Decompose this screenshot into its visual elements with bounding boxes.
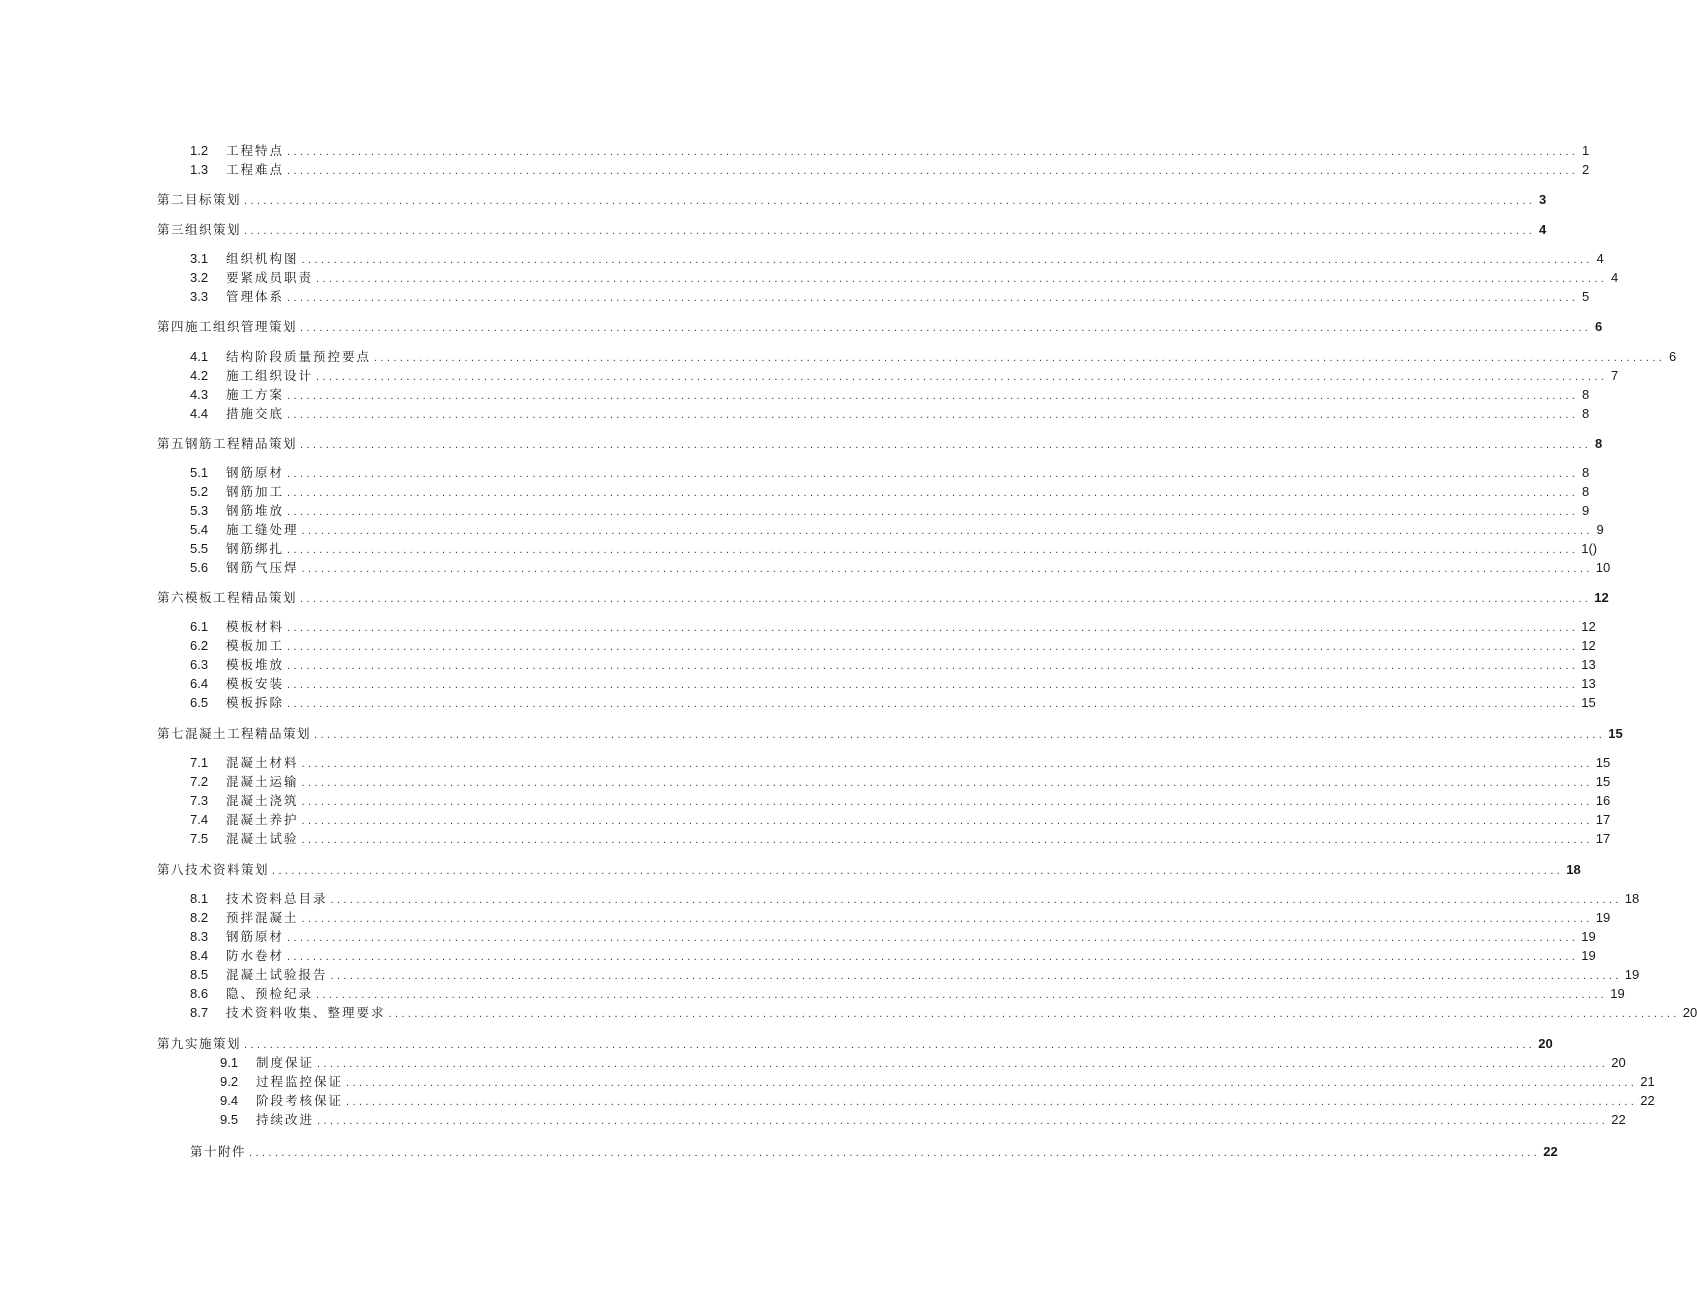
toc-section-number: 1.3: [190, 162, 209, 177]
toc-section-number: 9.1: [220, 1055, 239, 1070]
toc-chapter-entry[interactable]: [157, 317, 1603, 337]
toc-dot-leader: ........................................................................................................................................................................................................: [301, 563, 1593, 575]
toc-section-entry[interactable]: [190, 674, 1596, 694]
toc-chapter-entry[interactable]: [157, 588, 1609, 608]
toc-dot-leader: ........................................................................................................................................................................................................: [287, 468, 1579, 480]
toc-page-number: 15: [1595, 774, 1611, 789]
toc-dot-leader: ........................................................................................................................................................................................................: [330, 894, 1622, 906]
toc-dot-leader: ........................................................................................................................................................................................................: [301, 796, 1593, 808]
toc-page-number: 8: [1582, 484, 1590, 499]
toc-entry-title: 第四施工组织管理策划: [157, 319, 298, 334]
toc-page-number: 2: [1582, 162, 1590, 177]
toc-page-number: 18: [1566, 862, 1581, 877]
toc-dot-leader: ........................................................................................................................................................................................................: [287, 679, 1579, 691]
toc-entry-title: 第九实施策划: [157, 1036, 242, 1051]
toc-section-entry[interactable]: [190, 520, 1604, 540]
toc-section-entry[interactable]: [190, 946, 1596, 966]
toc-section-number: 3.1: [190, 251, 209, 266]
toc-section-entry[interactable]: [190, 753, 1611, 773]
toc-section-entry[interactable]: [190, 636, 1596, 656]
toc-dot-leader: ........................................................................................................................................................................................................: [244, 195, 1536, 207]
toc-page-number: 13: [1581, 657, 1596, 672]
toc-entry-title: 防水卷材: [226, 948, 285, 963]
toc-dot-leader: ........................................................................................................................................................................................................: [317, 1115, 1609, 1127]
toc-entry-title: 预拌混凝土: [226, 910, 299, 925]
toc-page-number: 15: [1581, 695, 1596, 710]
toc-entry-title: 施工方案: [226, 387, 285, 402]
toc-section-entry[interactable]: [190, 463, 1590, 483]
toc-section-number: 7.4: [190, 812, 209, 827]
toc-entry-title: 工程特点: [226, 143, 285, 158]
toc-page-number: 1: [1582, 143, 1590, 158]
toc-section-number: 8.6: [190, 986, 209, 1001]
toc-entry-title: 第二目标策划: [157, 192, 242, 207]
toc-chapter-entry[interactable]: [157, 220, 1547, 240]
toc-section-entry[interactable]: [190, 655, 1596, 675]
toc-page-number: 9: [1582, 503, 1590, 518]
toc-dot-leader: ........................................................................................................................................................................................................: [287, 622, 1579, 634]
toc-section-entry[interactable]: [220, 1053, 1626, 1073]
toc-section-number: 6.1: [190, 619, 209, 634]
toc-page-number: 10: [1595, 560, 1611, 575]
toc-page-number: 12: [1581, 638, 1596, 653]
toc-section-number: 5.2: [190, 484, 209, 499]
toc-page-number: 6: [1595, 319, 1603, 334]
toc-page-number: 17: [1595, 812, 1611, 827]
toc-section-number: 8.3: [190, 929, 209, 944]
toc-section-entry[interactable]: [190, 347, 1677, 367]
toc-section-number: 1.2: [190, 143, 209, 158]
toc-section-entry[interactable]: [190, 984, 1625, 1004]
toc-dot-leader: ........................................................................................................................................................................................................: [317, 1058, 1609, 1070]
toc-section-entry[interactable]: [190, 385, 1590, 405]
toc-section-number: 6.3: [190, 657, 209, 672]
toc-section-number: 5.6: [190, 560, 209, 575]
toc-page-number: 7: [1611, 368, 1619, 383]
toc-entry-title: 混凝土试验: [226, 831, 299, 846]
toc-chapter-entry[interactable]: [157, 724, 1623, 744]
toc-entry-title: 管理体系: [226, 289, 285, 304]
toc-dot-leader: ........................................................................................................................................................................................................: [330, 970, 1622, 982]
toc-entry-title: 混凝土养护: [226, 812, 299, 827]
toc-page-number: 6: [1669, 349, 1677, 364]
toc-page-number: 13: [1581, 676, 1596, 691]
toc-dot-leader: ........................................................................................................................................................................................................: [287, 390, 1579, 402]
toc-entry-title: 要紧成员职责: [226, 270, 314, 285]
toc-section-entry[interactable]: [190, 160, 1590, 180]
toc-entry-title: 隐、预检纪录: [226, 986, 314, 1001]
toc-entry-title: 模板加工: [226, 638, 285, 653]
toc-dot-leader: ........................................................................................................................................................................................................: [272, 865, 1564, 877]
toc-entry-title: 模板安装: [226, 676, 285, 691]
toc-page-number: 20: [1611, 1055, 1626, 1070]
toc-dot-leader: ........................................................................................................................................................................................................: [287, 951, 1579, 963]
toc-dot-leader: ........................................................................................................................................................................................................: [314, 729, 1606, 741]
toc-entry-title: 第八技术资料策划: [157, 862, 270, 877]
toc-entry-title: 施工组织设计: [226, 368, 314, 383]
toc-dot-leader: ........................................................................................................................................................................................................: [301, 758, 1593, 770]
toc-entry-title: 技术资料收集、整理要求: [226, 1005, 386, 1020]
toc-page-number: 5: [1582, 289, 1590, 304]
toc-dot-leader: ........................................................................................................................................................................................................: [244, 225, 1536, 237]
toc-entry-title: 钢筋绑扎: [226, 541, 285, 556]
toc-section-entry[interactable]: [190, 268, 1619, 288]
toc-section-entry[interactable]: [190, 693, 1596, 713]
toc-dot-leader: ........................................................................................................................................................................................................: [287, 292, 1579, 304]
toc-section-number: 8.2: [190, 910, 209, 925]
toc-dot-leader: ........................................................................................................................................................................................................: [374, 352, 1666, 364]
toc-section-entry[interactable]: [190, 539, 1598, 559]
toc-dot-leader: ........................................................................................................................................................................................................: [287, 698, 1579, 710]
toc-entry-title: 组织机构图: [226, 251, 299, 266]
toc-page-number: 21: [1640, 1074, 1655, 1089]
toc-entry-title: 制度保证: [256, 1055, 315, 1070]
toc-dot-leader: ........................................................................................................................................................................................................: [287, 409, 1579, 421]
toc-entry-title: 钢筋堆放: [226, 503, 285, 518]
toc-entry-title: 施工缝处理: [226, 522, 299, 537]
toc-section-entry[interactable]: [190, 141, 1590, 161]
toc-section-entry[interactable]: [220, 1091, 1655, 1111]
toc-dot-leader: ........................................................................................................................................................................................................: [287, 165, 1579, 177]
toc-section-number: 4.2: [190, 368, 209, 383]
toc-section-entry[interactable]: [190, 558, 1611, 578]
toc-page-number: 17: [1595, 831, 1611, 846]
toc-dot-leader: ........................................................................................................................................................................................................: [300, 322, 1592, 334]
toc-section-number: 5.3: [190, 503, 209, 518]
toc-section-entry[interactable]: [190, 927, 1596, 947]
toc-section-number: 4.1: [190, 349, 209, 364]
toc-chapter-entry[interactable]: [157, 434, 1603, 454]
toc-dot-leader: ........................................................................................................................................................................................................: [301, 254, 1593, 266]
toc-page-number: 8: [1582, 465, 1590, 480]
toc-entry-title: 模板材料: [226, 619, 285, 634]
toc-dot-leader: ........................................................................................................................................................................................................: [301, 777, 1593, 789]
toc-section-number: 7.3: [190, 793, 209, 808]
toc-entry-title: 钢筋原材: [226, 465, 285, 480]
toc-page-number: 3: [1539, 192, 1547, 207]
toc-section-number: 8.1: [190, 891, 209, 906]
toc-entry-title: 阶段考核保证: [256, 1093, 344, 1108]
toc-page-number: 22: [1640, 1093, 1655, 1108]
toc-entry-title: 措施交底: [226, 406, 285, 421]
toc-dot-leader: ........................................................................................................................................................................................................: [287, 506, 1579, 518]
toc-section-entry[interactable]: [190, 772, 1611, 792]
toc-page-number: 19: [1595, 910, 1611, 925]
toc-page-number: 15: [1608, 726, 1623, 741]
toc-dot-leader: ........................................................................................................................................................................................................: [300, 593, 1592, 605]
toc-section-entry[interactable]: [190, 1003, 1697, 1023]
toc-section-entry[interactable]: [190, 617, 1596, 637]
toc-section-entry[interactable]: [190, 810, 1611, 830]
toc-dot-leader: ........................................................................................................................................................................................................: [301, 834, 1593, 846]
toc-page-number: 18: [1624, 891, 1640, 906]
toc-page-number: 19: [1581, 929, 1596, 944]
toc-section-entry[interactable]: [190, 287, 1590, 307]
toc-page-number: 4: [1596, 251, 1604, 266]
toc-page-number: 8: [1595, 436, 1603, 451]
toc-dot-leader: ........................................................................................................................................................................................................: [346, 1096, 1638, 1108]
toc-section-number: 5.1: [190, 465, 209, 480]
toc-section-number: 3.3: [190, 289, 209, 304]
toc-page-number: 8: [1582, 387, 1590, 402]
toc-dot-leader: ........................................................................................................................................................................................................: [301, 815, 1593, 827]
toc-section-entry[interactable]: [190, 908, 1611, 928]
toc-dot-leader: ........................................................................................................................................................................................................: [244, 1039, 1536, 1051]
toc-section-number: 3.2: [190, 270, 209, 285]
toc-dot-leader: ........................................................................................................................................................................................................: [316, 371, 1608, 383]
toc-entry-title: 第三组织策划: [157, 222, 242, 237]
toc-dot-leader: ........................................................................................................................................................................................................: [287, 641, 1579, 653]
toc-section-number: 7.5: [190, 831, 209, 846]
toc-section-number: 4.4: [190, 406, 209, 421]
toc-section-number: 9.4: [220, 1093, 239, 1108]
toc-page-number: 20: [1538, 1036, 1553, 1051]
toc-entry-title: 钢筋原材: [226, 929, 285, 944]
toc-page-number: 22: [1543, 1144, 1558, 1159]
toc-section-number: 8.4: [190, 948, 209, 963]
toc-entry-title: 工程难点: [226, 162, 285, 177]
toc-page-number: 12: [1594, 590, 1609, 605]
toc-entry-title: 模板堆放: [226, 657, 285, 672]
toc-dot-leader: ........................................................................................................................................................................................................: [287, 487, 1579, 499]
toc-dot-leader: ........................................................................................................................................................................................................: [301, 525, 1593, 537]
toc-page-number: 9: [1596, 522, 1604, 537]
toc-entry-title: 模板拆除: [226, 695, 285, 710]
toc-entry-title: 第六模板工程精品策划: [157, 590, 298, 605]
toc-section-entry[interactable]: [190, 965, 1640, 985]
toc-entry-title: 混凝土浇筑: [226, 793, 299, 808]
toc-page-number: 4: [1611, 270, 1619, 285]
toc-page-number: 16: [1595, 793, 1611, 808]
toc-section-entry[interactable]: [190, 482, 1590, 502]
toc-section-number: 7.1: [190, 755, 209, 770]
toc-entry-title: 钢筋气压焊: [226, 560, 299, 575]
toc-entry-title: 第七混凝土工程精品策划: [157, 726, 312, 741]
toc-dot-leader: ........................................................................................................................................................................................................: [301, 913, 1593, 925]
toc-section-entry[interactable]: [190, 366, 1619, 386]
toc-section-entry[interactable]: [220, 1110, 1626, 1130]
toc-section-entry[interactable]: [190, 889, 1640, 909]
toc-page-number: 22: [1611, 1112, 1626, 1127]
toc-entry-title: 混凝土运输: [226, 774, 299, 789]
toc-section-entry[interactable]: [190, 249, 1604, 269]
toc-section-number: 4.3: [190, 387, 209, 402]
toc-page-number: 12: [1581, 619, 1596, 634]
toc-section-entry[interactable]: [190, 829, 1611, 849]
toc-dot-leader: ........................................................................................................................................................................................................: [287, 544, 1579, 556]
toc-section-number: 6.4: [190, 676, 209, 691]
toc-section-entry[interactable]: [190, 501, 1590, 521]
toc-entry-title: 钢筋加工: [226, 484, 285, 499]
toc-page-number: 19: [1581, 948, 1596, 963]
toc-chapter-entry[interactable]: [157, 1034, 1553, 1054]
toc-chapter-entry[interactable]: [157, 860, 1581, 880]
toc-page-number: 19: [1624, 967, 1640, 982]
toc-dot-leader: ........................................................................................................................................................................................................: [287, 660, 1579, 672]
toc-page-number: 8: [1582, 406, 1590, 421]
toc-dot-leader: ........................................................................................................................................................................................................: [346, 1077, 1638, 1089]
toc-section-number: 8.7: [190, 1005, 209, 1020]
toc-chapter-entry[interactable]: [157, 190, 1547, 210]
toc-page-number: 19: [1610, 986, 1625, 1001]
toc-section-number: 6.2: [190, 638, 209, 653]
toc-entry-title: 结构阶段质量预控要点: [226, 349, 372, 364]
toc-entry-title: 持续改进: [256, 1112, 315, 1127]
toc-entry-title: 第十附件: [190, 1144, 247, 1159]
toc-dot-leader: ........................................................................................................................................................................................................: [316, 273, 1608, 285]
toc-entry-title: 第五钢筋工程精品策划: [157, 436, 298, 451]
toc-section-entry[interactable]: [190, 791, 1611, 811]
toc-entry-title: 混凝土试验报告: [226, 967, 328, 982]
toc-dot-leader: ........................................................................................................................................................................................................: [249, 1147, 1541, 1159]
toc-page-number: 4: [1539, 222, 1547, 237]
toc-dot-leader: ........................................................................................................................................................................................................: [316, 989, 1608, 1001]
toc-section-number: 7.2: [190, 774, 209, 789]
toc-section-number: 5.5: [190, 541, 209, 556]
toc-section-number: 6.5: [190, 695, 209, 710]
toc-section-number: 9.2: [220, 1074, 239, 1089]
toc-chapter-entry[interactable]: [190, 1142, 1558, 1162]
toc-entry-title: 技术资料总目录: [226, 891, 328, 906]
toc-page-number: 15: [1595, 755, 1611, 770]
toc-section-number: 9.5: [220, 1112, 239, 1127]
toc-dot-leader: ........................................................................................................................................................................................................: [388, 1008, 1680, 1020]
toc-dot-leader: ........................................................................................................................................................................................................: [287, 146, 1579, 158]
toc-section-entry[interactable]: [190, 404, 1590, 424]
toc-section-entry[interactable]: [220, 1072, 1655, 1092]
toc-page-number: 20: [1682, 1005, 1697, 1020]
toc-entry-title: 混凝土材料: [226, 755, 299, 770]
toc-section-number: 8.5: [190, 967, 209, 982]
toc-page-number: 1(): [1581, 541, 1598, 556]
toc-entry-title: 过程监控保证: [256, 1074, 344, 1089]
toc-dot-leader: ........................................................................................................................................................................................................: [300, 439, 1592, 451]
toc-section-number: 5.4: [190, 522, 209, 537]
toc-dot-leader: ........................................................................................................................................................................................................: [287, 932, 1579, 944]
